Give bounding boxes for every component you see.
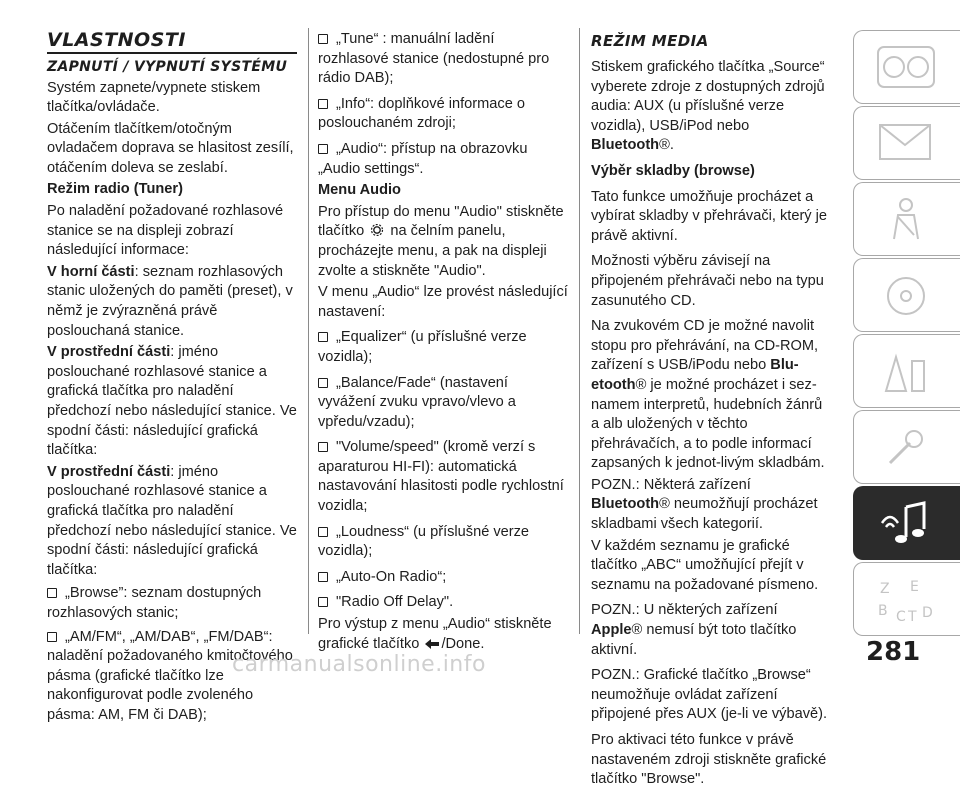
svg-text:C: C — [896, 609, 906, 625]
settings-gear-icon — [368, 224, 386, 236]
list-item: „Audio“: přístup na obrazovku „Audio settings“. — [318, 140, 528, 177]
checkbox-bullet-icon — [318, 378, 328, 388]
paragraph: Možnosti výběru závisejí na připojeném přehrávači nebo na typu zasunutého CD. — [591, 253, 824, 309]
tab-index[interactable] — [853, 562, 960, 636]
tab-warnings[interactable] — [853, 106, 960, 180]
tab-starting[interactable] — [853, 258, 960, 332]
tab-multimedia[interactable] — [853, 486, 960, 560]
svg-text:B: B — [878, 603, 888, 619]
paragraph: Stiskem grafického tlačítka „Source“ vyberete zdroje z dostupných zdrojů audia: AUX (u příslušné verze vozidla), USB/iPod nebo Bluetooth®. — [591, 59, 825, 154]
paragraph-middle-part: V prostřední části: jméno poslouchané rozhlasové stanice a grafická tlačítka pro naladění předchozí nebo následující stanice. Ve spodní části: následující grafická tlačítka: — [47, 463, 297, 578]
list-item: „Balance/Fade“ (nastavení vyvážení zvuku vpravo/vlevo a vpředu/vzadu); — [318, 374, 516, 430]
watermark: carmanualsonline.info — [232, 652, 486, 677]
checkbox-bullet-icon — [47, 588, 57, 598]
envelope-warning-icon — [876, 119, 936, 169]
paragraph-note: POZN.: U některých zařízení Apple® nemusí být toto tlačítko aktivní. — [591, 602, 797, 658]
tab-safety[interactable] — [853, 182, 960, 256]
multimedia-music-icon — [876, 499, 936, 549]
tab-maintenance[interactable] — [853, 410, 960, 484]
svg-text:D: D — [922, 605, 933, 621]
subheading-power: ZAPNUTÍ / VYPNUTÍ SYSTÉMU — [47, 59, 288, 75]
column-2 — [318, 30, 568, 656]
column-divider-2 — [579, 28, 580, 634]
checkbox-bullet-icon — [318, 597, 328, 607]
list-item: "Radio Off Delay". — [318, 593, 568, 613]
dashboard-icon — [876, 43, 936, 93]
list-item: „Auto-On Radio“; — [318, 568, 568, 588]
paragraph-middle-part: V prostřední části: jméno poslouchané rozhlasové stanice a grafická tlačítka pro naladění předchozí nebo následující stanice. Ve spodní části: následující grafická tlačítka: — [47, 344, 297, 459]
checkbox-bullet-icon — [318, 572, 328, 582]
paragraph: V menu „Audio“ lze provést následující nastavení: — [318, 284, 568, 320]
paragraph: Systém zapnete/vypnete stiskem tlačítka/ovládače. — [47, 79, 261, 116]
paragraph: Otáčením tlačítkem/otočným ovladačem doprava se hlasitost zesílí, otáčením doleva se zeslabí. — [47, 120, 294, 176]
browse-title: Výběr skladby (browse) — [591, 162, 755, 179]
list-item: „Equalizer“ (u příslušné verze vozidla); — [318, 329, 527, 365]
column-divider-1 — [308, 28, 309, 634]
back-arrow-icon — [423, 637, 441, 649]
tab-dashboard[interactable] — [853, 30, 960, 104]
checkbox-bullet-icon — [318, 332, 328, 342]
paragraph: Po naladění požadované rozhlasové stanice se na displeji zobrazí následující informace: — [47, 203, 284, 259]
svg-text:Z: Z — [880, 581, 890, 597]
wrench-icon — [876, 423, 936, 473]
alphabet-index-icon — [876, 575, 936, 625]
menu-audio-title: Menu Audio — [318, 182, 401, 199]
paragraph: Tato funkce umožňuje procházet a vybírat skladby v přehrávači, který je právě aktivní. — [591, 188, 828, 244]
list-item: „Info“: doplňkové informace o poslouchaném zdroji; — [318, 95, 526, 132]
checkbox-bullet-icon — [47, 632, 57, 642]
paragraph: Na zvukovém CD je možné navolit stopu pro přehrávání, na CD-ROM, zařízení s USB/iPodu nebo Blu-etooth® je možné procházet i sez-namem interpretů, hudebních žánrů a alb uložených v těchto přehrávačích, a to podle informací zapsaných k jednot-livým skladbám. — [591, 318, 825, 472]
seat-belt-icon — [876, 195, 936, 245]
list-item: „Loudness“ (u příslušné verze vozidla); — [318, 523, 530, 560]
section-heading-media: REŽIM MEDIA — [591, 32, 709, 50]
page-number: 281 — [866, 637, 921, 667]
radio-mode-title: Režim radio (Tuner) — [47, 181, 183, 198]
steering-wheel-icon — [876, 271, 936, 321]
section-heading-vlastnosti: VLASTNOSTI — [47, 30, 297, 54]
list-item: „Tune“ : manuální ladění rozhlasové stanice (nedostupné pro rádio DAB); — [318, 31, 550, 87]
paragraph: Pro přístup do menu "Audio" stiskněte tlačítko na čelním panelu, procházejte menu, a pak na displeji zvolte a stiskněte "Audio". — [318, 203, 564, 279]
checkbox-bullet-icon — [318, 99, 328, 109]
paragraph: Pro aktivaci této funkce v právě nastaveném zdroji stiskněte grafické tlačítko "Browse". — [591, 732, 827, 788]
list-item: „Browse”: seznam dostupných rozhlasových stanic; — [47, 585, 262, 621]
tab-emergency[interactable] — [853, 334, 960, 408]
checkbox-bullet-icon — [318, 442, 328, 452]
svg-text:E: E — [910, 579, 919, 595]
emergency-tools-icon — [876, 347, 936, 397]
checkbox-bullet-icon — [318, 527, 328, 537]
paragraph-top-part: V horní části: seznam rozhlasových stanic uložených do paměti (preset), v němž je zvýrazněná právě poslouchaná stanice. — [47, 263, 293, 339]
list-item: „AM/FM“, „AM/DAB“, „FM/DAB“: naladění požadovaného kmitočtového pásma (grafické tlačítko lze nakonfigurovat podle zvoleného pásma: AM, FM či DAB); — [47, 628, 293, 723]
paragraph-note: POZN.: Některá zařízení Bluetooth® neumožňují procházet skladbami všech kategorií. — [591, 476, 818, 533]
paragraph-note: POZN.: Grafické tlačítko „Browse“ neumožňuje ovládat zařízení připojené přes AUX (je-li ve výbavě). — [591, 667, 828, 723]
svg-text:T: T — [908, 609, 917, 625]
paragraph: V každém seznamu je grafické tlačítko „ABC“ umožňující přejít v seznamu na požadované písmeno. — [591, 537, 819, 593]
column-1 — [47, 30, 297, 728]
paragraph: Pro výstup z menu „Audio“ stiskněte grafické tlačítko /Done. — [318, 616, 552, 652]
checkbox-bullet-icon — [318, 34, 328, 44]
checkbox-bullet-icon — [318, 144, 328, 154]
list-item: "Volume/speed" (kromě verzí s aparaturou HI-FI): automatická nastavování hlasitosti podle rychlostní vozidla; — [318, 439, 564, 515]
